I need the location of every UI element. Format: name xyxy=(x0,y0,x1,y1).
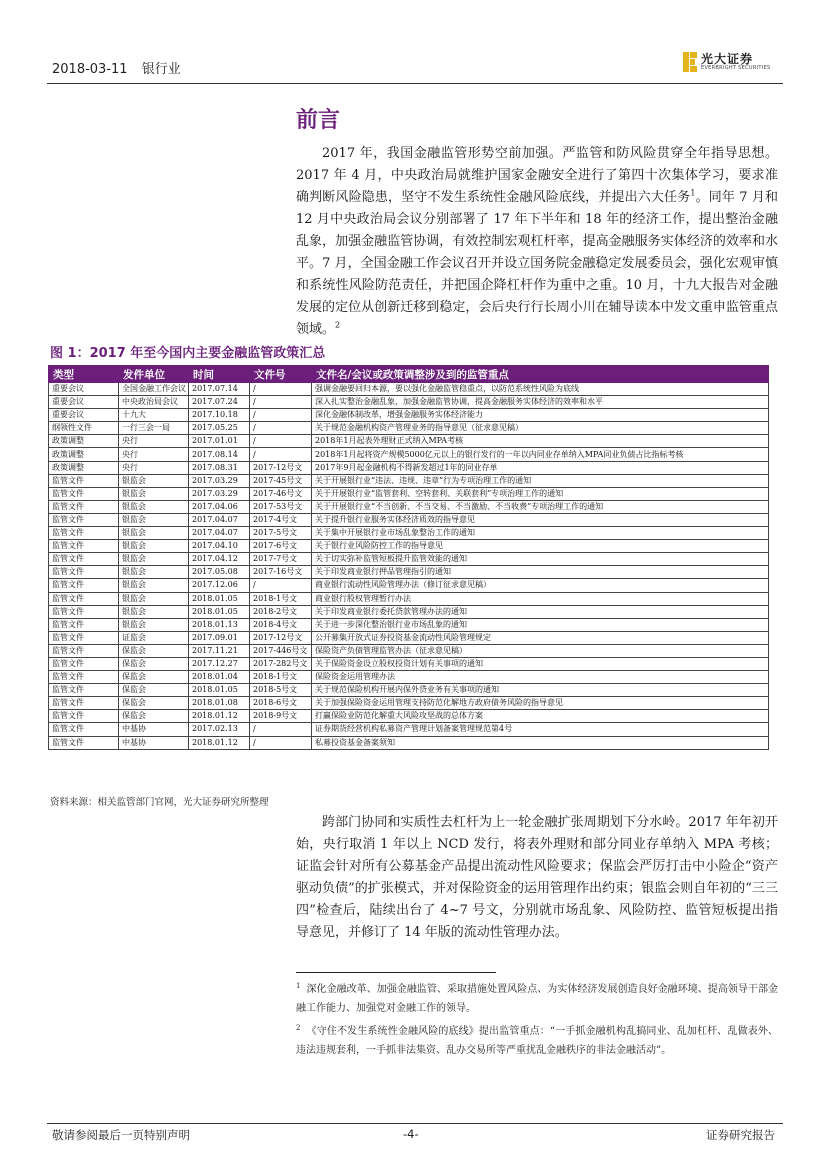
table-cell: 银监会 xyxy=(119,566,189,579)
table-cell: 2017.04.07 xyxy=(189,527,250,540)
table-row xyxy=(49,618,769,631)
table-cell: 保险资金运用管理办法 xyxy=(312,671,769,684)
table-cell: 2017.02.13 xyxy=(189,723,250,736)
table-cell: 2017.10.18 xyxy=(189,409,250,422)
table-row xyxy=(49,409,769,422)
table-cell: 商业银行股权管理暂行办法 xyxy=(312,592,769,605)
table-cell: 十九大 xyxy=(119,409,189,422)
footnote-2-text: 《守住不发生系统性金融风险的底线》提出监管重点：“一手抓金融机构乱搞同业、乱加杠杆、乱做表外、违法违规套利，一手抓非法集资、乱办交易所等严重扰乱金融秩序的非法金融活动”。 xyxy=(296,1026,778,1056)
table-cell: 监管文件 xyxy=(49,697,119,710)
table-cell: / xyxy=(250,448,312,461)
table-cell: 监管文件 xyxy=(49,723,119,736)
industry-label: 银行业 xyxy=(141,62,181,77)
table-cell: 全国金融工作会议 xyxy=(119,383,189,396)
table-cell: 2018-6号文 xyxy=(250,697,312,710)
table-cell: 重要会议 xyxy=(49,383,119,396)
table-cell: 中基协 xyxy=(119,723,189,736)
table-cell: 2017.01.01 xyxy=(189,435,250,448)
table-cell: 银监会 xyxy=(119,618,189,631)
table-cell: 2018.01.05 xyxy=(189,684,250,697)
table-cell: 关于进一步深化整治银行业市场乱象的通知 xyxy=(312,618,769,631)
table-cell: 2018.01.04 xyxy=(189,671,250,684)
table-cell: 监管文件 xyxy=(49,657,119,670)
footnote-1-text: 深化金融改革、加强金融监管、采取措施处置风险点、为实体经济发展创造良好金融环境、提高领导干部金融工作能力、加强党对金融工作的领导。 xyxy=(296,984,778,1014)
table-cell: 2017-12号文 xyxy=(250,631,312,644)
table-cell: 2017-5号文 xyxy=(250,527,312,540)
table-cell: / xyxy=(250,383,312,396)
table-cell: 监管文件 xyxy=(49,566,119,579)
table-cell: 关于集中开展银行业市场乱象整治工作的通知 xyxy=(312,527,769,540)
logo-text-cn: 光大证券 xyxy=(701,52,754,66)
table-cell: 监管文件 xyxy=(49,671,119,684)
table-row xyxy=(49,513,769,526)
table-cell: 关于加强保险资金运用管理支持防范化解地方政府债务风险的指导意见 xyxy=(312,697,769,710)
table-cell: 银监会 xyxy=(119,513,189,526)
table-cell: 2017.03.29 xyxy=(189,487,250,500)
footer-report-type: 证券研究报告 xyxy=(706,1128,775,1142)
table-cell: 深入扎实整治金融乱象，加强金融监管协调，提高金融服务实体经济的效率和水平 xyxy=(312,396,769,409)
table-row xyxy=(49,474,769,487)
column-header: 文件号 xyxy=(250,366,312,383)
report-date: 2018-03-11 xyxy=(52,62,128,77)
table-row xyxy=(49,644,769,657)
table-cell: 2018.01.05 xyxy=(189,605,250,618)
table-cell: 银监会 xyxy=(119,474,189,487)
table-row xyxy=(49,605,769,618)
table-cell: 监管文件 xyxy=(49,500,119,513)
table-cell: 保监会 xyxy=(119,671,189,684)
table-cell: 保监会 xyxy=(119,710,189,723)
table-cell: 关于银行业风险防控工作的指导意见 xyxy=(312,540,769,553)
table-cell: 监管文件 xyxy=(49,710,119,723)
table-cell: 证监会 xyxy=(119,631,189,644)
table-cell: 银监会 xyxy=(119,500,189,513)
table-cell: 2017-446号文 xyxy=(250,644,312,657)
table-cell: 保监会 xyxy=(119,657,189,670)
table-cell: 关于保险资金设立股权投资计划有关事项的通知 xyxy=(312,657,769,670)
column-header: 文件名/会议或政策调整涉及到的监管重点 xyxy=(312,366,769,383)
table-cell: 监管文件 xyxy=(49,618,119,631)
table-cell: 银监会 xyxy=(119,540,189,553)
table-cell: 2018.01.05 xyxy=(189,592,250,605)
table-cell: 强调金融要回归本源，要以强化金融监管稳重点，以防范系统性风险为底线 xyxy=(312,383,769,396)
table-cell: 2017.11.21 xyxy=(189,644,250,657)
table-row xyxy=(49,566,769,579)
table-cell: 关于开展银行业“不当创新、不当交易、不当激励、不当收费”专项治理工作的通知 xyxy=(312,500,769,513)
table-cell: 央行 xyxy=(119,448,189,461)
table-cell: 2018-1号文 xyxy=(250,592,312,605)
table-cell: 2017-12号文 xyxy=(250,461,312,474)
table-cell: 监管文件 xyxy=(49,579,119,592)
table-row xyxy=(49,527,769,540)
table-row xyxy=(49,723,769,736)
intro-text-part1: 2017 年，我国金融监管形势空前加强。严监管和防风险贯穿全年指导思想。2017 年 4 月，中央政治局就维护国家金融安全进行了第四十次集体学习，要求准确判断风险隐患，坚守不发生系统性金融风险底线，并提出六大任务 xyxy=(296,146,778,205)
table-cell: 保险资产负债管理监管办法（征求意见稿） xyxy=(312,644,769,657)
footnote-ref-1[interactable]: 1 xyxy=(690,188,696,198)
table-row xyxy=(49,396,769,409)
footnote-1-num: 1 xyxy=(296,981,301,990)
table-cell: 监管文件 xyxy=(49,605,119,618)
table-cell: 关于规范金融机构资产管理业务的指导意见（征求意见稿） xyxy=(312,422,769,435)
analysis-text: 跨部门协同和实质性去杠杆为上一轮金融扩张周期划下分水岭。2017 年年初开始，央行取消 1 年以上 NCD 发行，将表外理财和部分同业存单纳入 MPA 考核；证监会针对所有公募基金产品提出流动性风险要求；保监会严厉打击中小险企“资产驱动负债”的扩张模式，并对保险资金的运用管理作出约束；银监会则自年初的“三三四”检查后，陆续出台了 4~7 号文，分别就市场乱象、风险防控、监管短板提出指导意见，并修订了 14 年版的流动性管理办法。 xyxy=(296,815,778,940)
table-cell: 打赢保险业防范化解重大风险攻坚战的总体方案 xyxy=(312,710,769,723)
table-cell: 政策调整 xyxy=(49,448,119,461)
table-cell: 2017.04.07 xyxy=(189,513,250,526)
table-cell: 2017.07.24 xyxy=(189,396,250,409)
table-row xyxy=(49,553,769,566)
table-cell: 政策调整 xyxy=(49,435,119,448)
table-cell: 中央政治局会议 xyxy=(119,396,189,409)
table-cell: / xyxy=(250,422,312,435)
header-info xyxy=(52,58,191,77)
table-cell: / xyxy=(250,435,312,448)
table-cell: 保监会 xyxy=(119,644,189,657)
table-cell: 2018-4号文 xyxy=(250,618,312,631)
table-cell: 深化金融体制改革，增强金融服务实体经济能力 xyxy=(312,409,769,422)
table-cell: 监管文件 xyxy=(49,513,119,526)
table-cell: 监管文件 xyxy=(49,631,119,644)
logo-text-en: EVERBRIGHT SECURITIES xyxy=(701,65,771,71)
table-cell: 监管文件 xyxy=(49,553,119,566)
table-cell: 2017-46号文 xyxy=(250,487,312,500)
table-cell: 2017.07.14 xyxy=(189,383,250,396)
table-row xyxy=(49,461,769,474)
table-cell: 2018.01.12 xyxy=(189,736,250,749)
table-cell: 2017-6号文 xyxy=(250,540,312,553)
table-cell: 重要会议 xyxy=(49,409,119,422)
table-cell: 监管文件 xyxy=(49,736,119,749)
table-cell: 2017.12.06 xyxy=(189,579,250,592)
footnote-1 xyxy=(296,980,778,1018)
table-cell: 2017.05.25 xyxy=(189,422,250,435)
table-row xyxy=(49,540,769,553)
table-cell: 监管文件 xyxy=(49,644,119,657)
table-cell: 证券期货经营机构私募资产管理计划备案管理规范第4号 xyxy=(312,723,769,736)
table-cell: 关于印发商业银行押品管理指引的通知 xyxy=(312,566,769,579)
intro-paragraph xyxy=(296,143,778,341)
section-title: 前言 xyxy=(296,107,341,133)
table-cell: 2017年9月起金融机构不得新发超过1年的同业存单 xyxy=(312,461,769,474)
table-cell: 2017-4号文 xyxy=(250,513,312,526)
table-cell: 关于提升银行业服务实体经济质效的指导意见 xyxy=(312,513,769,526)
table-cell: 商业银行流动性风险管理办法（修订征求意见稿） xyxy=(312,579,769,592)
table-cell: 2017-53号文 xyxy=(250,500,312,513)
table-cell: 2018.01.13 xyxy=(189,618,250,631)
table-cell: 2017.04.10 xyxy=(189,540,250,553)
policy-table xyxy=(48,365,769,750)
table-cell: 2018-1号文 xyxy=(250,671,312,684)
table-row xyxy=(49,487,769,500)
header-divider xyxy=(47,83,783,84)
table-cell: 2017.03.29 xyxy=(189,474,250,487)
table-cell: 关于开展银行业“违法、违规、违章”行为专项治理工作的通知 xyxy=(312,474,769,487)
table-row xyxy=(49,500,769,513)
table-row xyxy=(49,592,769,605)
table-cell: 私募投资基金备案须知 xyxy=(312,736,769,749)
footnote-2 xyxy=(296,1022,778,1060)
table-cell: / xyxy=(250,396,312,409)
table-cell: 公开募集开放式证券投资基金流动性风险管理规定 xyxy=(312,631,769,644)
table-row xyxy=(49,671,769,684)
table-cell: 关于开展银行业“监管套利、空转套利、关联套利”专项治理工作的通知 xyxy=(312,487,769,500)
table-cell: 2017-16号文 xyxy=(250,566,312,579)
table-cell: 纲领性文件 xyxy=(49,422,119,435)
table-cell: 2017.04.12 xyxy=(189,553,250,566)
table-row xyxy=(49,579,769,592)
logo-mark-icon xyxy=(683,52,697,72)
table-row xyxy=(49,657,769,670)
table-row xyxy=(49,448,769,461)
table-row xyxy=(49,383,769,396)
table-cell: / xyxy=(250,579,312,592)
column-header: 时间 xyxy=(189,366,250,383)
footnote-ref-2[interactable]: 2 xyxy=(335,320,341,330)
page-number: -4- xyxy=(403,1127,419,1141)
table-cell: 2018.01.12 xyxy=(189,710,250,723)
table-cell: 银监会 xyxy=(119,605,189,618)
table-cell: 2017.08.14 xyxy=(189,448,250,461)
table-cell: 银监会 xyxy=(119,592,189,605)
table-cell: 银监会 xyxy=(119,553,189,566)
figure-source: 资料来源：相关监管部门官网，光大证券研究所整理 xyxy=(50,797,269,808)
table-cell: 监管文件 xyxy=(49,527,119,540)
table-cell: 2018-2号文 xyxy=(250,605,312,618)
table-cell: 2018-9号文 xyxy=(250,710,312,723)
table-cell: / xyxy=(250,723,312,736)
table-row xyxy=(49,684,769,697)
table-cell: 2018-5号文 xyxy=(250,684,312,697)
column-header: 类型 xyxy=(49,366,119,383)
figure-title: 图 1：2017 年至今国内主要金融监管政策汇总 xyxy=(50,346,326,361)
table-cell: 2017.08.31 xyxy=(189,461,250,474)
table-cell: 保监会 xyxy=(119,697,189,710)
footnote-2-num: 2 xyxy=(296,1023,301,1032)
footnote-divider xyxy=(296,972,496,973)
footnotes xyxy=(296,980,778,1064)
table-cell: 2017-7号文 xyxy=(250,553,312,566)
table-cell: 2018年1月起表外理财正式纳入MPA考核 xyxy=(312,435,769,448)
table-cell: 2018.01.08 xyxy=(189,697,250,710)
table-cell: 保监会 xyxy=(119,684,189,697)
table-row xyxy=(49,435,769,448)
table-cell: 一行三会一局 xyxy=(119,422,189,435)
table-cell: 银监会 xyxy=(119,527,189,540)
table-cell: 重要会议 xyxy=(49,396,119,409)
table-cell: 监管文件 xyxy=(49,487,119,500)
table-cell: 2017.12.27 xyxy=(189,657,250,670)
table-cell: 2017.04.06 xyxy=(189,500,250,513)
table-cell: 央行 xyxy=(119,435,189,448)
table-cell: 监管文件 xyxy=(49,684,119,697)
table-cell: 央行 xyxy=(119,461,189,474)
footer-divider xyxy=(47,1123,783,1124)
table-cell: 2017-45号文 xyxy=(250,474,312,487)
table-cell: 监管文件 xyxy=(49,592,119,605)
company-logo xyxy=(683,50,783,76)
table-header-row xyxy=(49,366,769,383)
table-cell: / xyxy=(250,409,312,422)
analysis-paragraph xyxy=(296,812,778,944)
table-row xyxy=(49,697,769,710)
table-cell: 关于切实弥补监管短板提升监管效能的通知 xyxy=(312,553,769,566)
table-cell: 监管文件 xyxy=(49,540,119,553)
table-cell: 2017.09.01 xyxy=(189,631,250,644)
table-cell: 关于印发商业银行委托贷款管理办法的通知 xyxy=(312,605,769,618)
table-cell: 2017.05.08 xyxy=(189,566,250,579)
table-cell: 政策调整 xyxy=(49,461,119,474)
table-cell: 关于规范保险机构开展内保外贷业务有关事项的通知 xyxy=(312,684,769,697)
column-header: 发件单位 xyxy=(119,366,189,383)
table-cell: 银监会 xyxy=(119,579,189,592)
intro-text-part2: 。同年 7 月和 12 月中央政治局会议分别部署了 17 年下半年和 18 年的经济工作，提出整治金融乱象，加强金融监管协调，有效控制宏观杠杆率，提高金融服务实体经济的效率和水平。7 月，全国金融工作会议召开并设立国务院金融稳定发展委员会，强化宏观审慎和系统性风险防范责任，并把国企降杠杆作为重中之重。10 月，十九大报告对金融发展的定位从创新迁移到稳定，会后央行行长周小川在辅导读本中发文重申监管重点领域。 xyxy=(296,190,778,337)
table-row xyxy=(49,736,769,749)
table-row xyxy=(49,631,769,644)
table-cell: / xyxy=(250,736,312,749)
table-cell: 监管文件 xyxy=(49,474,119,487)
table-cell: 中基协 xyxy=(119,736,189,749)
table-cell: 银监会 xyxy=(119,487,189,500)
table-row xyxy=(49,710,769,723)
footer-disclaimer[interactable]: 敬请参阅最后一页特别声明 xyxy=(52,1128,190,1142)
table-cell: 2018年1月起将资产规模5000亿元以上的银行发行的一年以内同业存单纳入MPA同业负债占比指标考核 xyxy=(312,448,769,461)
table-row xyxy=(49,422,769,435)
table-cell: 2017-282号文 xyxy=(250,657,312,670)
